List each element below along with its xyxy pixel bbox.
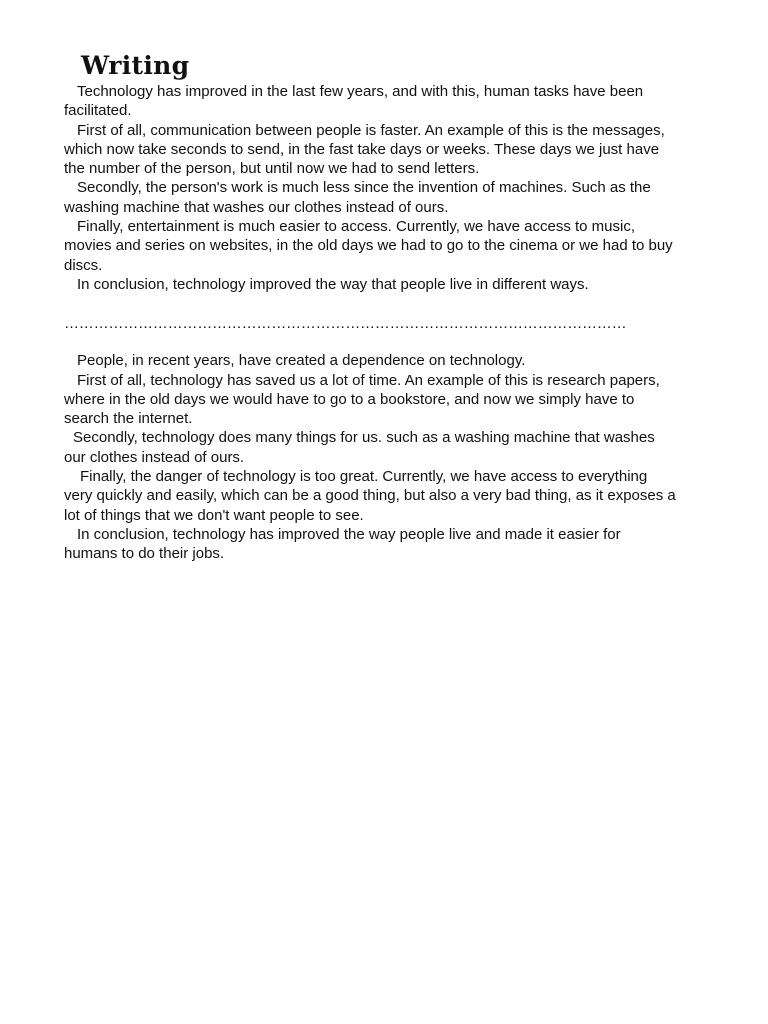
essay-one-paragraph-first: First of all, communication between people is faster. An example of this is the messages, which now take seconds to send, in the fast take days or weeks. These days we just have the number of the person, but until now we had to send letters.: [64, 121, 665, 178]
essay-two-paragraph-conclusion: In conclusion, technology has improved the way people live and made it easier for humans to do their jobs.: [64, 525, 621, 563]
document-page: [64, 50, 676, 564]
essay-two-paragraph-first: First of all, technology has saved us a lot of time. An example of this is research papers, where in the old days we would have to go to a bookstore, and now we simply have to search the internet.: [64, 371, 660, 428]
essay-one-paragraph-second: Secondly, the person's work is much less since the invention of machines. Such as the washing machine that washes our clothes instead of ours.: [64, 179, 651, 216]
essay-one-paragraph-finally: Finally, entertainment is much easier to access. Currently, we have access to music, movies and series on websites, in the old days we had to go to the cinema or we had to buy discs.: [64, 218, 673, 274]
essay-one-paragraph-intro: Technology has improved in the last few years, and with this, human tasks have been facilitated.: [64, 83, 644, 120]
essay-two: [64, 351, 676, 563]
dotted-separator: ……………………………………………………………………………………………………: [64, 315, 627, 333]
page-title: Writing: [81, 51, 190, 80]
essay-two-paragraph-intro: People, in recent years, have created a dependence on technology.: [77, 352, 526, 370]
essay-one-paragraph-conclusion: In conclusion, technology improved the way that people live in different ways.: [77, 275, 589, 293]
essay-two-paragraph-second: Secondly, technology does many things for us. such as a washing machine that washes our clothes instead of ours.: [64, 429, 655, 466]
essay-two-paragraph-finally: Finally, the danger of technology is too great. Currently, we have access to everything very quickly and easily, which can be a good thing, but also a very bad thing, as it exposes a lot of things that we don't want people to see.: [64, 468, 676, 524]
essay-one: [64, 82, 676, 294]
